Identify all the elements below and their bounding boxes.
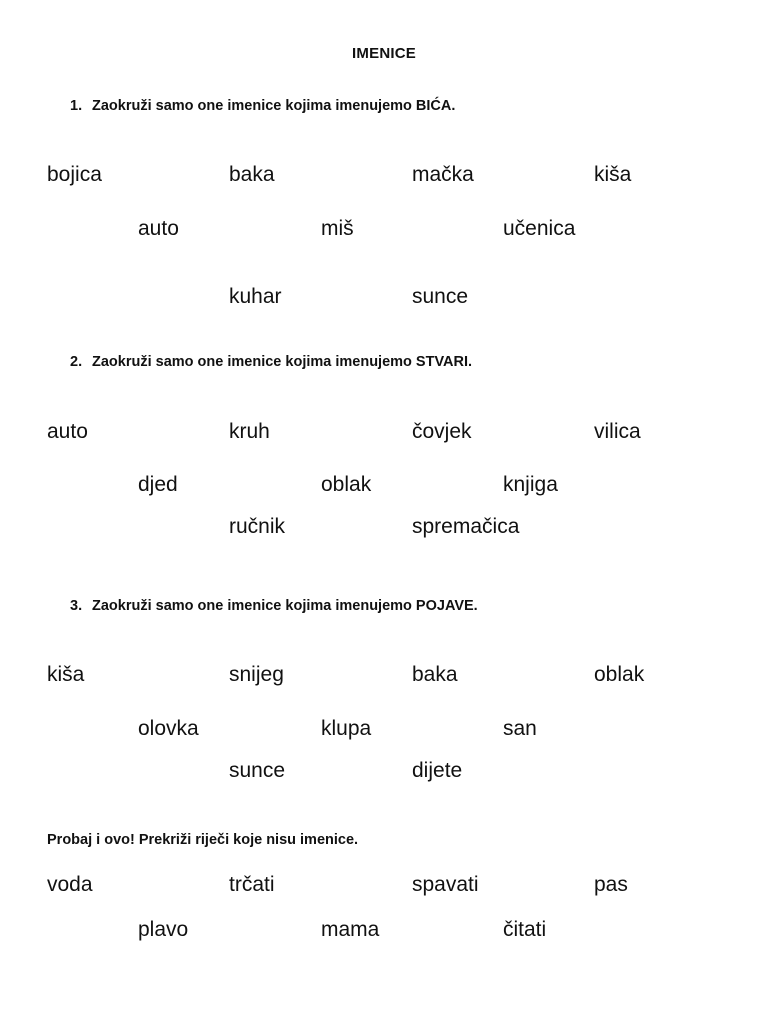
word-option[interactable]: mačka — [412, 163, 474, 186]
section-2-text: Zaokruži samo one imenice kojima imenujemo STVARI. — [92, 354, 473, 370]
word-option[interactable]: snijeg — [229, 663, 284, 686]
word-option[interactable]: oblak — [594, 663, 645, 686]
word-option[interactable]: spremačica — [412, 515, 520, 538]
word-option[interactable]: kuhar — [229, 285, 282, 308]
word-option[interactable]: mama — [321, 918, 380, 941]
word-option[interactable]: kiša — [47, 663, 85, 686]
worksheet-title: IMENICE — [352, 45, 416, 62]
word-option[interactable]: sunce — [412, 285, 469, 308]
bonus-instruction: Probaj i ovo! Prekriži riječi koje nisu imenice. — [47, 832, 359, 848]
word-option[interactable]: voda — [47, 873, 93, 896]
word-option[interactable]: bojica — [47, 163, 102, 186]
section-2-number: 2. — [70, 354, 83, 370]
word-option[interactable]: kruh — [229, 420, 270, 443]
word-option[interactable]: kiša — [594, 163, 632, 186]
word-option[interactable]: oblak — [321, 473, 372, 496]
section-1-number: 1. — [70, 98, 83, 114]
word-option[interactable]: auto — [138, 217, 179, 240]
word-option[interactable]: dijete — [412, 759, 463, 782]
word-option[interactable]: čitati — [503, 918, 547, 941]
section-3-text: Zaokruži samo one imenice kojima imenujemo POJAVE. — [92, 598, 478, 614]
word-option[interactable]: baka — [229, 163, 275, 186]
word-option[interactable]: vilica — [594, 420, 641, 443]
word-option[interactable]: olovka — [138, 717, 199, 740]
word-option[interactable]: auto — [47, 420, 88, 443]
section-3-instruction — [70, 598, 478, 614]
word-option[interactable]: knjiga — [503, 473, 558, 496]
section-1-instruction — [70, 98, 455, 114]
section-1-text: Zaokruži samo one imenice kojima imenujemo BIĆA. — [92, 98, 456, 114]
word-option[interactable]: pas — [594, 873, 628, 896]
word-option[interactable]: klupa — [321, 717, 372, 740]
word-option[interactable]: baka — [412, 663, 458, 686]
word-option[interactable]: sunce — [229, 759, 286, 782]
section-2-instruction — [70, 354, 472, 370]
word-option[interactable]: čovjek — [412, 420, 472, 443]
word-option[interactable]: ručnik — [229, 515, 286, 538]
word-option[interactable]: miš — [321, 217, 354, 240]
word-option[interactable]: trčati — [229, 873, 275, 896]
word-option[interactable]: plavo — [138, 918, 189, 941]
word-option[interactable]: spavati — [412, 873, 479, 896]
word-option[interactable]: san — [503, 717, 537, 740]
section-3-number: 3. — [70, 598, 83, 614]
word-option[interactable]: djed — [138, 473, 178, 496]
word-option[interactable]: učenica — [503, 217, 576, 240]
